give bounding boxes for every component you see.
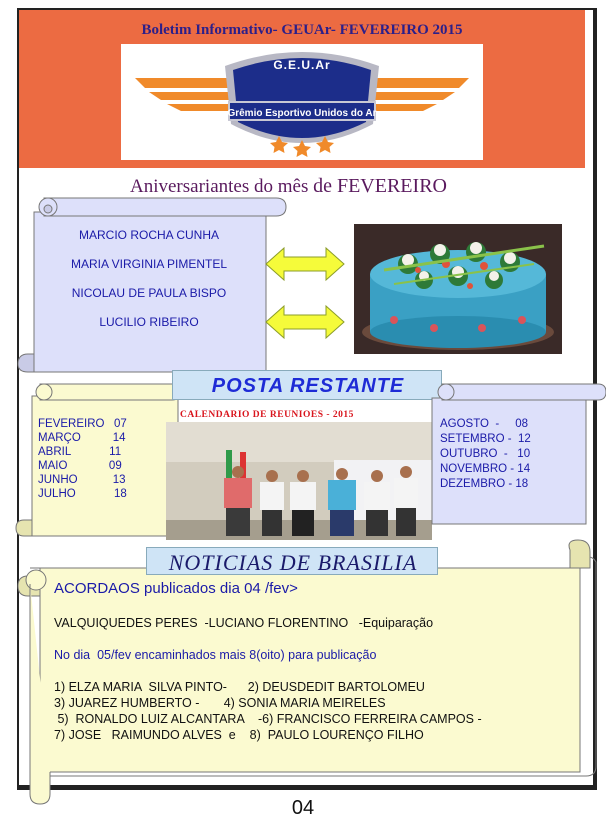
meeting-date: MARÇO 14: [38, 432, 126, 444]
meeting-date: AGOSTO - 08: [440, 418, 528, 430]
geuar-logo: [121, 44, 483, 160]
birthdays-heading-part1: Aniversariantes do mês: [130, 176, 314, 197]
months-left-list: [38, 418, 158, 508]
news-list-item: 5) RONALDO LUIZ ALCANTARA -6) FRANCISCO FERREIRA CAMPOS -: [54, 712, 482, 726]
birthday-name: MARCIO ROCHA CUNHA: [78, 228, 219, 242]
birthday-name: MARIA VIRGINIA PIMENTEL: [70, 257, 228, 271]
news-list-item: 3) JUAREZ HUMBERTO - 4) SONIA MARIA MEIRELES: [54, 696, 386, 710]
double-arrow-icon: [264, 244, 348, 342]
calendar-title: CALENDARIO DE REUNIOES - 2015: [180, 410, 354, 420]
meeting-date: DEZEMBRO - 18: [440, 478, 529, 490]
meeting-date: FEVEREIRO 07: [38, 418, 127, 430]
group-photo: [166, 422, 432, 540]
newsletter-title: Boletim Informativo- GEUAr- FEVEREIRO 2015: [141, 22, 463, 38]
noticias-banner: [146, 547, 438, 575]
meeting-date: MAIO 09: [38, 460, 122, 472]
logo-title: G.E.U.Ar: [273, 58, 331, 72]
news-heading: ACORDAOS publicados dia 04 /fev>: [54, 580, 298, 597]
page-number: 04: [291, 797, 315, 819]
noticias-title: NOTICIAS DE BRASILIA: [168, 550, 418, 575]
birthdays-heading-part2: de FEVEREIRO: [313, 175, 447, 197]
months-right-list: [440, 418, 570, 498]
news-line: No dia 05/fev encaminhados mais 8(oito) para publicação: [54, 648, 377, 662]
news-content: [54, 580, 574, 760]
logo-caption: Grêmio Esportivo Unidos do Ar: [227, 108, 377, 119]
meeting-date: SETEMBRO - 12: [440, 433, 531, 445]
meeting-date: ABRIL 11: [38, 446, 122, 458]
birthday-name: LUCILIO RIBEIRO: [99, 315, 199, 329]
birthday-name: NICOLAU DE PAULA BISPO: [71, 286, 227, 300]
news-line: VALQUIQUEDES PERES -LUCIANO FLORENTINO -Equiparação: [54, 616, 434, 630]
posta-restante-banner: [172, 370, 442, 400]
meeting-date: OUTUBRO - 10: [440, 448, 531, 460]
news-list-item: 7) JOSE RAIMUNDO ALVES e 8) PAULO LOURENÇO FILHO: [54, 728, 424, 742]
posta-restante-title: POSTA RESTANTE: [211, 375, 405, 397]
meeting-date: NOVEMBRO - 14: [440, 463, 531, 475]
meeting-date: JUNHO 13: [38, 474, 126, 486]
meeting-date: JULHO 18: [38, 488, 127, 500]
header-banner: [19, 10, 585, 168]
news-list-item: 1) ELZA MARIA SILVA PINTO- 2) DEUSDEDIT BARTOLOMEU: [54, 680, 425, 694]
birthday-list: [34, 224, 264, 344]
birthday-cake-photo: [354, 224, 562, 354]
group-photo-image: [166, 422, 432, 540]
